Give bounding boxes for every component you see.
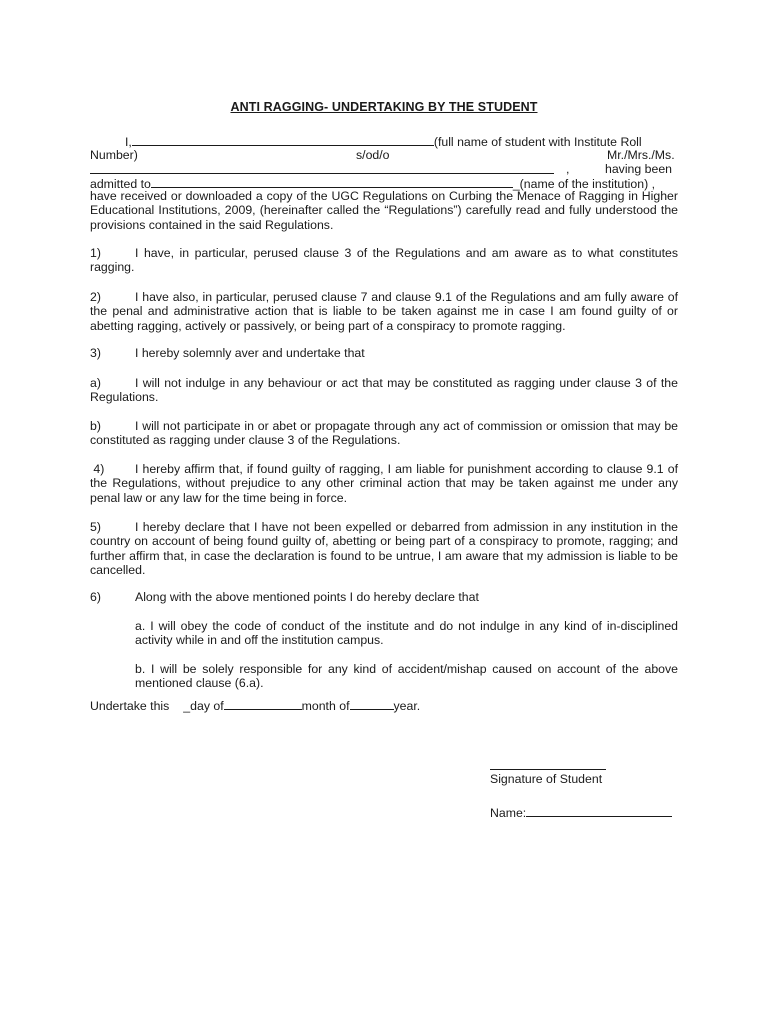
signature-field[interactable] bbox=[490, 757, 606, 770]
clause-5-number: 5) bbox=[90, 520, 101, 534]
clause-a-number: a) bbox=[90, 376, 101, 390]
clause-4-text: I hereby affirm that, if found guilty of ragging, I am liable for punishment according to clause 9.1 of the Regulations, without prejudice to any other criminal action that may be taken against me under any penal law or any law for the time being in force. bbox=[90, 462, 678, 505]
clause-6 bbox=[90, 590, 678, 604]
clause-6a: a. I will obey the code of conduct of the institute and do not indulge in any kind of in-disciplined activity while in and off the institution campus. bbox=[135, 619, 678, 648]
clause-3 bbox=[90, 346, 678, 360]
clause-b-number: b) bbox=[90, 419, 101, 433]
institution-field[interactable] bbox=[151, 175, 513, 188]
intro-body: have received or downloaded a copy of the UGC Regulations on Curbing the Menace of Ragging in Higher Educational Institutions, 2009, (hereinafter called the “Regulations”) carefully read and fully understood the provisions contained in the said Regulations. bbox=[90, 189, 678, 232]
i-label: I, bbox=[125, 135, 132, 149]
mr-label: Mr./Mrs./Ms. bbox=[607, 148, 675, 162]
roll-label: (full name of student with Institute Roll bbox=[433, 135, 642, 149]
clause-4-number: 4) bbox=[90, 462, 105, 476]
clause-b bbox=[90, 419, 678, 448]
student-name-field[interactable] bbox=[132, 133, 434, 146]
clause-3-number: 3) bbox=[90, 346, 101, 360]
clause-5 bbox=[90, 520, 678, 577]
clause-3-text: I hereby solemnly aver and undertake that bbox=[135, 346, 365, 360]
undertake-line bbox=[90, 697, 420, 713]
signature-label: Signature of Student bbox=[490, 772, 603, 786]
clause-2-text: I have also, in particular, perused clause 7 and clause 9.1 of the Regulations and am fully aware of the penal and administrative action that is liable to be taken against me in case I am found guilty of or abetting ragging, actively or passively, or being part of a conspiracy to promote ragging. bbox=[90, 290, 678, 333]
clause-2-number: 2) bbox=[90, 290, 101, 304]
month-field[interactable] bbox=[224, 697, 302, 710]
document-title: ANTI RAGGING- UNDERTAKING BY THE STUDENT bbox=[230, 100, 538, 114]
undertake-this-label: Undertake this bbox=[90, 699, 170, 713]
clause-4 bbox=[90, 462, 678, 505]
year-field[interactable] bbox=[350, 697, 394, 710]
sod-label: s/od/o bbox=[356, 148, 390, 162]
name-field[interactable] bbox=[526, 804, 672, 817]
clause-5-text: I hereby declare that I have not been expelled or debarred from admission in any institution in the country on account of being found guilty of, abetting or being part of a conspiracy to promote, ragging; and further affirm that, in case the declaration is found to be untrue, I am aware that my admission is liable to be cancelled. bbox=[90, 520, 678, 577]
clause-6b: b. I will be solely responsible for any kind of accident/mishap caused on account of the above mentioned clause (6.a). bbox=[135, 662, 678, 691]
clause-b-text: I will not participate in or abet or propagate through any act of commission or omission that may be constituted as ragging under clause 3 of the Regulations. bbox=[90, 419, 678, 448]
number-label: Number) bbox=[90, 148, 138, 162]
comma-text: , bbox=[566, 162, 570, 176]
institution-label: _(name of the institution) , bbox=[512, 177, 656, 191]
name-line bbox=[490, 804, 672, 820]
day-of-label: _day of bbox=[183, 699, 224, 713]
admitted-to-label: admitted to bbox=[90, 177, 151, 191]
name-label: Name: bbox=[490, 806, 527, 820]
intro-line-1 bbox=[125, 133, 642, 149]
having-been-text: having been bbox=[605, 162, 673, 176]
signature-line bbox=[490, 757, 606, 773]
parent-name-field[interactable] bbox=[90, 161, 554, 174]
clause-1-number: 1) bbox=[90, 246, 101, 260]
year-label: year. bbox=[393, 699, 421, 713]
clause-6-text: Along with the above mentioned points I do hereby declare that bbox=[135, 590, 479, 604]
clause-1 bbox=[90, 246, 678, 275]
clause-6-number: 6) bbox=[90, 590, 101, 604]
clause-a bbox=[90, 376, 678, 405]
clause-a-text: I will not indulge in any behaviour or act that may be constituted as ragging under clause 3 of the Regulations. bbox=[90, 376, 678, 405]
clause-1-text: I have, in particular, perused clause 3 of the Regulations and am aware as to what constitutes ragging. bbox=[90, 246, 678, 275]
month-of-label: month of bbox=[301, 699, 350, 713]
clause-2 bbox=[90, 290, 678, 333]
